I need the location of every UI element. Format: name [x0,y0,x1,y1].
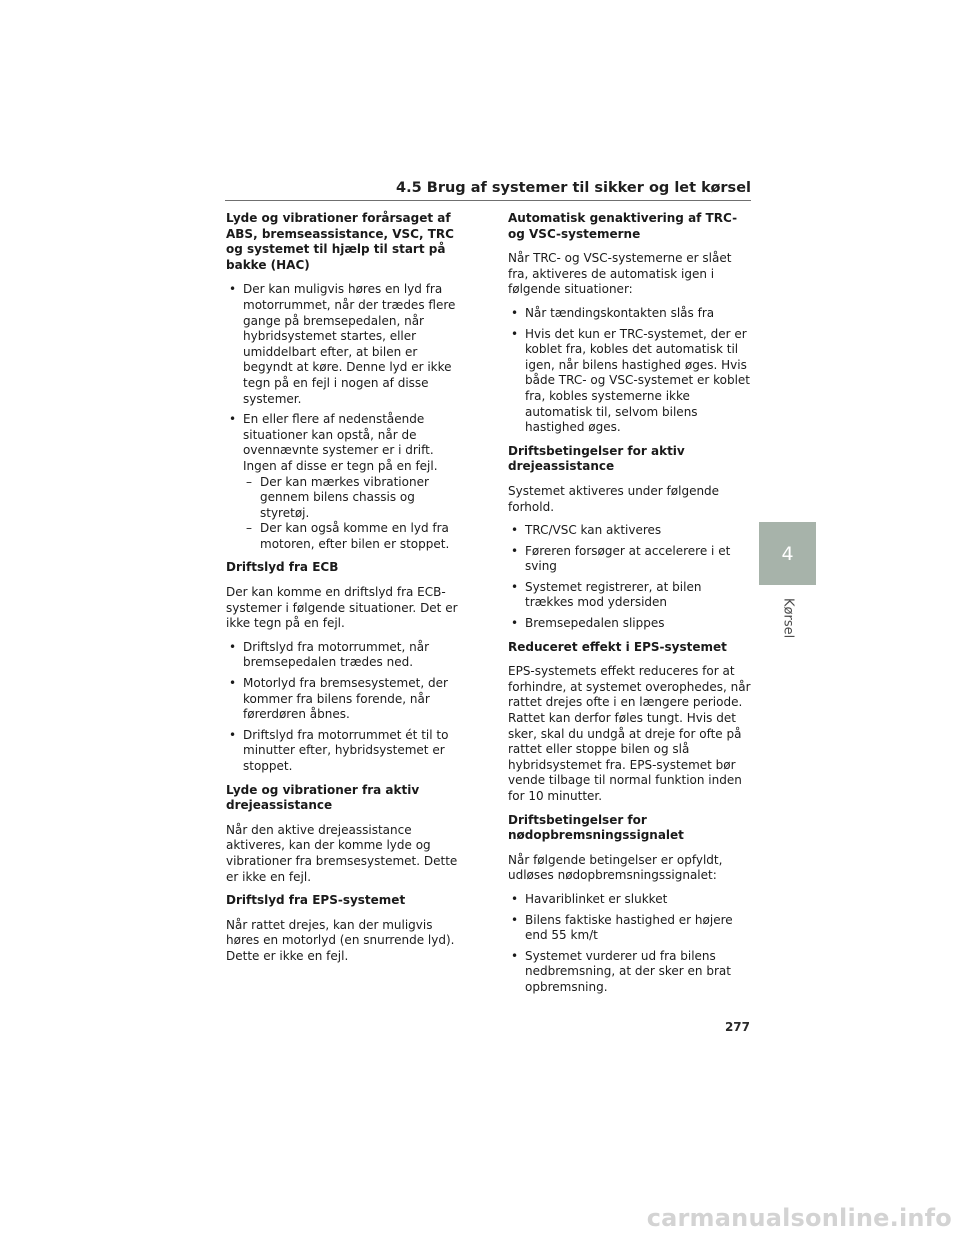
paragraph: Når TRC- og VSC-systemerne er slået fra, aktiveres de automatisk igen i følgende situationer: [508,251,732,297]
dash-item: – Der kan mærkes vibrationer gennem bilens chassis og styretøj. [243,475,464,522]
chapter-label: Kørsel [780,597,796,639]
heading-auto-reactivation: Automatisk genaktivering af TRC- og VSC-systemerne [508,211,738,241]
dash-list [243,475,464,553]
heading-ecb: Driftslyd fra ECB [226,560,339,575]
heading-cornering-conditions: Driftsbetingelser for aktiv drejeassistance [508,443,685,474]
paragraph: EPS-systemets effekt reduceres for at forhindre, at systemet overophedes, når rattet drejes ofte i en længere periode. Rattet kan derfor føles tungt. Hvis det sker, skal du undgå at dreje for ofte på rattet eller stoppe bilen og slå hybridsystemet fra. EPS-systemet bør vende tilbage til normal funktion inden for 10 minutter. [508,664,751,803]
list-item-text: En eller flere af nedenstående situationer kan opstå, når de ovennævnte systemer er i drift. Ingen af disse er tegn på en fejl. [243,412,438,473]
list-item: • Havariblinket er slukket [508,892,752,908]
list-item: • Bremsepedalen slippes [508,616,752,632]
left-column [226,211,464,973]
list-item: • Føreren forsøger at accelerere i et sving [508,544,752,575]
right-column [508,211,752,1004]
heading-eps-reduced: Reduceret effekt i EPS-systemet [508,639,727,654]
paragraph: Når den aktive drejeassistance aktiveres, kan der komme lyde og vibrationer fra bremsesystemet. Dette er ikke en fejl. [226,822,458,884]
bullet-list [226,282,464,552]
chapter-number: 4 [781,542,794,565]
paragraph: Når rattet drejes, kan der muligvis høres en motorlyd (en snurrende lyd). Dette er ikke en fejl. [226,917,455,963]
list-item: • Driftslyd fra motorrummet, når bremsepedalen trædes ned. [226,640,464,671]
section-header: 4.5 Brug af systemer til sikker og let kørsel [396,180,751,196]
bullet-list [508,523,752,632]
list-item: • Hvis det kun er TRC-systemet, der er koblet fra, kobles det automatisk til igen, når bilens hastighed øges. Hvis både TRC- og VSC-systemet er koblet fra, kobles systemerne ikke automatisk til, selvom bilens hastighed øges. [508,327,752,436]
heading-abs-sounds: Lyde og vibrationer forårsaget af ABS, bremseassistance, VSC, TRC og systemet til hjælp til start på bakke (HAC) [226,211,454,272]
list-item: • Når tændingskontakten slås fra [508,306,752,322]
bullet-list [508,892,752,996]
list-item: • Bilens faktiske hastighed er højere end 55 km/t [508,913,752,944]
bullet-list [226,640,464,775]
bullet-list [508,306,752,436]
list-item: • Der kan muligvis høres en lyd fra motorrummet, når der trædes flere gange på bremsepedalen, når hybridsystemet startes, eller umiddelbart efter, at bilen er begyndt at køre. Denne lyd er ikke tegn på en fejl i nogen af disse systemer. [226,282,464,407]
heading-emergency-brake-signal: Driftsbetingelser for nødopbremsningssignalet [508,812,684,843]
list-item: • TRC/VSC kan aktiveres [508,523,752,539]
list-item: • Driftslyd fra motorrummet ét til to minutter efter, hybridsystemet er stoppet. [226,728,464,775]
header-divider [225,200,751,201]
dash-item: – Der kan også komme en lyd fra motoren, efter bilen er stoppet. [243,521,464,552]
list-item: • Motorlyd fra bremsesystemet, der kommer fra bilens forende, når førerdøren åbnes. [226,676,464,723]
chapter-tab [759,522,816,585]
paragraph: Når følgende betingelser er opfyldt, udløses nødopbremsningssignalet: [508,852,723,883]
list-item: • Systemet registrerer, at bilen trækkes mod ydersiden [508,580,752,611]
paragraph: Der kan komme en driftslyd fra ECB-systemer i følgende situationer. Det er ikke tegn på en fejl. [226,585,458,631]
page-number: 277 [724,1020,750,1034]
list-item [226,412,464,552]
heading-eps-sound: Driftslyd fra EPS-systemet [226,893,406,908]
paragraph: Systemet aktiveres under følgende forhold. [508,483,720,514]
list-item: • Systemet vurderer ud fra bilens nedbremsning, at der sker en brat opbremsning. [508,949,752,996]
watermark: carmanualsonline.info [646,1204,952,1232]
heading-active-cornering: Lyde og vibrationer fra aktiv drejeassistance [226,782,420,813]
